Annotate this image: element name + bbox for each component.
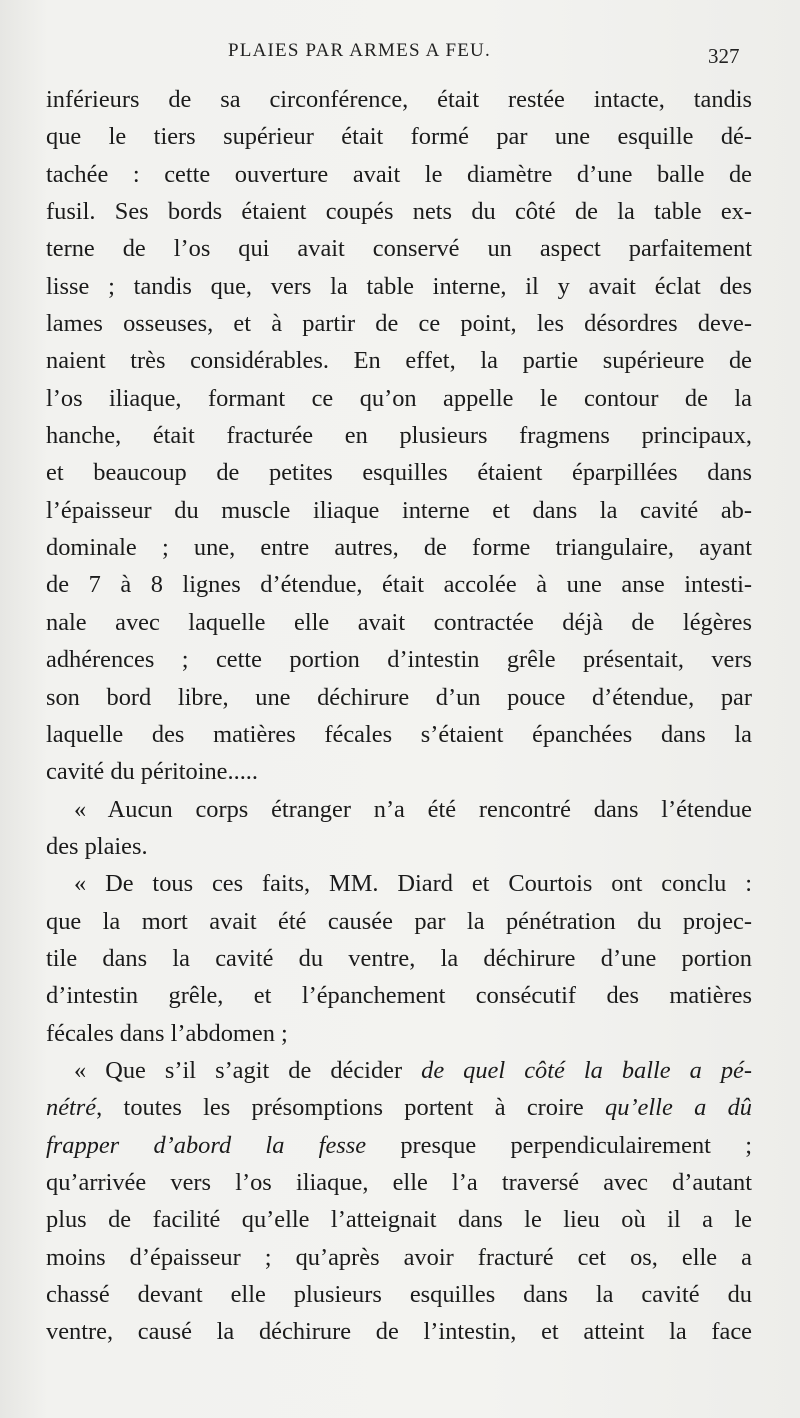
text-line — [46, 566, 752, 603]
text-segment: chassé devant elle plusieurs esquilles dans la cavité du — [46, 1281, 752, 1308]
text-segment: laquelle des matières fécales s’étaient épanchées dans la — [46, 720, 752, 748]
text-line — [46, 1239, 752, 1276]
text-segment: moins d’épaisseur ; qu’après avoir fracturé cet os, elle a — [46, 1243, 752, 1271]
text-line — [46, 1127, 752, 1164]
text-line — [46, 417, 752, 454]
body-text — [46, 81, 752, 1351]
running-head — [0, 40, 800, 70]
text-line — [46, 679, 752, 716]
text-segment: dominale ; une, entre autres, de forme triangulaire, ayant — [46, 534, 752, 562]
text-line — [46, 641, 752, 678]
text-line — [46, 903, 752, 940]
text-segment: d’intestin grêle, et l’épanchement consécutif des matières — [46, 982, 752, 1010]
text-line — [46, 1276, 752, 1313]
text-line — [46, 342, 752, 379]
text-segment: hanche, était fracturée en plusieurs fragmens principaux, — [46, 422, 752, 450]
text-line — [46, 791, 752, 828]
text-line — [46, 305, 752, 342]
text-segment: terne de l’os qui avait conservé un aspect parfaitement — [46, 235, 752, 263]
page-number: 327 — [708, 44, 740, 68]
text-line — [46, 1015, 752, 1052]
text-segment: l’épaisseur du muscle iliaque interne et dans la cavité ab- — [46, 496, 752, 524]
text-segment: , toutes les présomptions portent à croire — [96, 1094, 606, 1122]
italic-segment: de quel côté la balle a pé- — [421, 1056, 752, 1084]
text-segment: l’os iliaque, formant ce qu’on appelle le contour de la — [46, 384, 752, 412]
text-line — [46, 1089, 752, 1126]
text-line — [46, 1201, 752, 1238]
text-line — [46, 716, 752, 753]
text-line — [46, 1313, 752, 1350]
text-segment: adhérences ; cette portion d’intestin grêle présentait, vers — [46, 646, 752, 674]
text-segment: fusil. Ses bords étaient coupés nets du côté de la table ex- — [46, 198, 752, 226]
text-segment: des plaies. — [46, 832, 148, 860]
text-line — [46, 604, 752, 641]
text-segment: et beaucoup de petites esquilles étaient éparpillées dans — [46, 459, 752, 487]
text-segment: fécales dans l’abdomen ; — [46, 1019, 288, 1047]
text-line — [46, 1052, 752, 1089]
text-segment: cavité du péritoine..... — [46, 758, 258, 786]
text-line — [46, 268, 752, 305]
text-line — [46, 118, 752, 155]
italic-segment: frapper d’abord la fesse — [46, 1131, 367, 1159]
running-title: PLAIES PAR ARMES A FEU. — [228, 40, 491, 61]
text-line — [46, 193, 752, 230]
text-line — [46, 81, 752, 118]
text-segment: « Aucun corps étranger n’a été rencontré dans l’étendue — [74, 795, 752, 823]
text-segment: « Que s’il s’agit de décider — [74, 1056, 422, 1084]
text-segment: naient très considérables. En effet, la partie supérieure de — [46, 347, 752, 375]
text-segment: de 7 à 8 lignes d’étendue, était accolée à une anse intesti- — [46, 571, 752, 599]
text-line — [46, 380, 752, 417]
text-segment: ventre, causé la déchirure de l’intestin, et atteint la face — [46, 1318, 752, 1346]
text-line — [46, 940, 752, 977]
italic-segment: qu’elle a dû — [605, 1094, 752, 1122]
text-segment: lames osseuses, et à partir de ce point, les désordres deve- — [46, 310, 752, 338]
text-line — [46, 753, 752, 790]
text-line — [46, 828, 752, 865]
text-segment: que le tiers supérieur était formé par une esquille dé- — [46, 123, 752, 151]
text-segment: presque perpendiculairement ; — [366, 1131, 752, 1159]
text-line — [46, 529, 752, 566]
text-segment: plus de facilité qu’elle l’atteignait dans le lieu où il a le — [46, 1206, 752, 1234]
text-segment: tile dans la cavité du ventre, la déchirure d’une portion — [46, 944, 752, 972]
text-segment: lisse ; tandis que, vers la table interne, il y avait éclat des — [46, 272, 752, 300]
text-line — [46, 1164, 752, 1201]
text-segment: nale avec laquelle elle avait contractée déjà de légères — [46, 608, 752, 636]
text-segment: « De tous ces faits, MM. Diard et Courtois ont conclu : — [74, 870, 752, 898]
text-line — [46, 454, 752, 491]
text-segment: que la mort avait été causée par la pénétration du projec- — [46, 907, 752, 935]
text-line — [46, 865, 752, 902]
text-line — [46, 492, 752, 529]
text-line — [46, 230, 752, 267]
text-line — [46, 977, 752, 1014]
italic-segment: nétré — [46, 1094, 97, 1122]
text-line — [46, 156, 752, 193]
text-segment: qu’arrivée vers l’os iliaque, elle l’a traversé avec d’autant — [46, 1168, 752, 1196]
text-segment: inférieurs de sa circonférence, était restée intacte, tandis — [46, 86, 752, 113]
text-segment: son bord libre, une déchirure d’un pouce d’étendue, par — [46, 683, 752, 711]
text-segment: tachée : cette ouverture avait le diamètre d’une balle de — [46, 160, 752, 188]
